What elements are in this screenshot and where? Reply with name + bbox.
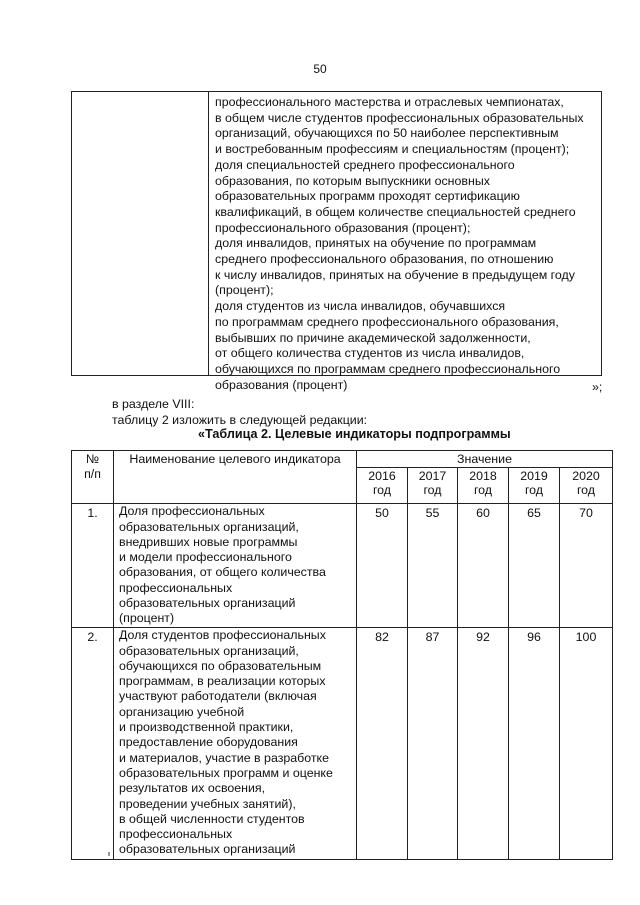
- name-line: образовательных организаций: [119, 596, 296, 611]
- year-label: 2020: [572, 469, 600, 484]
- header-year-2018: [458, 468, 509, 504]
- table-column-divider: [208, 92, 209, 375]
- text-line: образования (процент): [215, 377, 348, 392]
- text-line: обучающихся по программам среднего профессионального: [215, 361, 561, 376]
- target-indicators-table: [71, 450, 613, 860]
- name-line: результатов их освоения,: [119, 781, 266, 796]
- name-line: программам, в реализации которых: [119, 674, 326, 689]
- section-line-2: таблицу 2 изложить в следующей редакции:: [112, 412, 368, 427]
- text-line: от общего количества студентов из числа инвалидов,: [215, 346, 525, 361]
- text-line: в общем числе студентов профессиональных образовательных: [215, 110, 584, 125]
- text-line: доля инвалидов, принятых на обучение по программам: [215, 236, 537, 251]
- table-row: [72, 628, 613, 860]
- name-line: и модели профессионального: [119, 550, 292, 565]
- name-line: образовательных организаций,: [119, 519, 299, 534]
- indicators-text-cell: [215, 95, 597, 393]
- header-number-line2: п/п: [84, 467, 101, 482]
- text-line: организаций, обучающихся по 50 наиболее перспективным: [215, 126, 559, 141]
- year-label: 2017: [418, 469, 447, 484]
- value-2018: 60: [458, 504, 509, 628]
- name-line: обучающихся по образовательным: [119, 658, 322, 673]
- year-suffix: год: [524, 483, 544, 498]
- value-2020: 70: [560, 504, 613, 628]
- section-instruction: [112, 397, 367, 428]
- text-line: квалификаций, в общем количестве специальностей среднего: [215, 204, 576, 219]
- year-suffix: год: [423, 483, 442, 498]
- value-2019: 96: [509, 628, 560, 860]
- name-line: организацию учебной: [119, 704, 245, 719]
- year-label: 2019: [520, 469, 548, 484]
- text-line: к числу инвалидов, принятых на обучение в предыдущем году: [215, 267, 575, 282]
- section-line-1: в разделе VIII:: [112, 397, 195, 411]
- name-line: предоставление оборудования: [119, 735, 298, 750]
- text-line: по программам среднего профессионального образования,: [215, 314, 559, 329]
- text-line: выбывших по причине академической задолженности,: [215, 330, 531, 345]
- name-line: внедривших новые программы: [119, 534, 298, 549]
- text-line: и востребованным профессиям и специальностям (процент);: [215, 142, 570, 157]
- header-year-2020: [560, 468, 613, 504]
- name-line: и материалов, участие в разработке: [119, 750, 329, 765]
- page-number: 50: [313, 62, 327, 76]
- name-line: образования, от общего количества: [119, 565, 326, 580]
- year-label: 2016: [368, 469, 396, 484]
- indicator-name: [114, 628, 357, 860]
- name-line: образовательных организаций: [119, 842, 296, 857]
- value-2017: 87: [408, 628, 458, 860]
- name-line: проведении учебных занятий),: [119, 796, 296, 811]
- header-indicator-name: Наименование целевого индикатора: [114, 451, 357, 504]
- header-number-line1: №: [85, 452, 100, 466]
- indicator-name: [114, 504, 357, 628]
- text-line: образовательных программ проходят сертификацию: [215, 189, 520, 204]
- name-line: профессиональных: [119, 580, 233, 595]
- header-year-2017: [408, 468, 458, 504]
- name-line: образовательных программ и оценке: [119, 765, 333, 780]
- scan-mark: [108, 852, 110, 856]
- header-value: Значение: [357, 451, 613, 468]
- text-line: профессионального образования (процент);: [215, 220, 471, 235]
- text-line: профессионального мастерства и отраслевых чемпионатах,: [215, 95, 564, 109]
- header-year-2016: [357, 468, 408, 504]
- value-2017: 55: [408, 504, 458, 628]
- text-line: образования, по которым выпускники основных: [215, 173, 490, 188]
- closing-quote: »;: [592, 380, 603, 394]
- value-2018: 92: [458, 628, 509, 860]
- year-suffix: год: [473, 483, 493, 498]
- value-2016: 50: [357, 504, 408, 628]
- year-suffix: год: [576, 483, 596, 498]
- name-line: и производственной практики,: [119, 720, 294, 735]
- name-line: в общей численности студентов: [119, 811, 305, 826]
- row-number: 1.: [72, 504, 114, 628]
- table-row: [72, 504, 613, 628]
- value-2020: 100: [560, 628, 613, 860]
- text-line: доля специальностей среднего профессионального: [215, 157, 515, 172]
- continued-indicators-table: [71, 91, 602, 392]
- text-line: среднего профессионального образования, по отношению: [215, 252, 554, 267]
- text-line: (процент);: [215, 283, 274, 298]
- year-label: 2018: [469, 469, 497, 484]
- text-line: доля студентов из числа инвалидов, обучавшихся: [215, 299, 506, 314]
- value-2019: 65: [509, 504, 560, 628]
- name-line: (процент): [119, 611, 175, 626]
- name-line: Доля профессиональных: [119, 504, 265, 519]
- row-number: 2.: [72, 628, 114, 860]
- name-line: участвуют работодатели (включая: [119, 689, 317, 704]
- name-line: профессиональных: [119, 827, 233, 842]
- name-line: Доля студентов профессиональных: [119, 628, 326, 643]
- table-title: «Таблица 2. Целевые индикаторы подпрограммы: [198, 427, 511, 441]
- header-year-2019: [509, 468, 560, 504]
- year-suffix: год: [372, 483, 392, 498]
- header-number: [72, 451, 114, 504]
- value-2016: 82: [357, 628, 408, 860]
- name-line: образовательных организаций,: [119, 643, 299, 658]
